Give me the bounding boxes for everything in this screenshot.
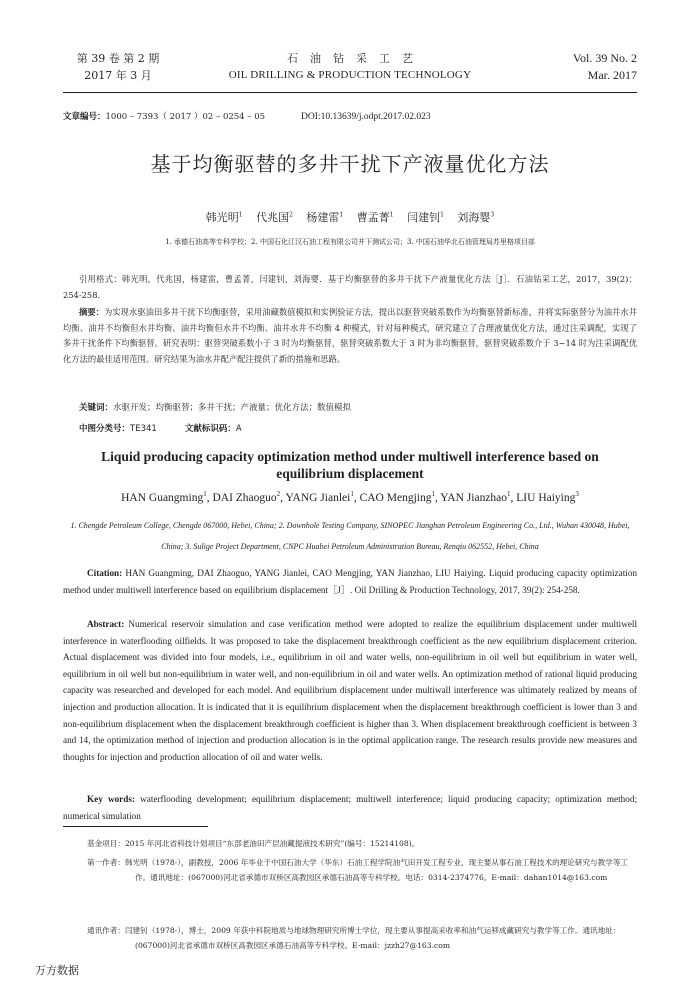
title-en: Liquid producing capacity optimization method under multiwell interference based on equilibrium displacement: [101, 449, 599, 481]
header-issue-cn: [63, 50, 173, 84]
author-cn: 韩光明$^1$: [205, 211, 243, 224]
keywords-en-text: waterflooding development; equilibrium displacement; multiwell interference; liquid producing capacity; optimization method; numerical simulation: [63, 794, 638, 821]
keywords-cn: [79, 401, 351, 413]
keywords-cn-label: 关键词：: [79, 403, 114, 413]
footnote-first-author: [87, 855, 637, 885]
citation-cn: [63, 272, 637, 303]
author-en: HAN Guangming$^1$: [121, 490, 207, 504]
corresponding-author-label: 通讯作者：: [87, 926, 125, 935]
affiliations-cn: 1. 承德石油高等专科学校；2. 中国石化江汉石油工程有限公司井下测试公司；3. 中国石油华北石油管理局苏里格项目部: [165, 238, 535, 246]
keywords-cn-text: 水驱开发；均衡驱替；多井干扰；产液量；优化方法；数值模拟: [113, 403, 352, 413]
citation-en-text: HAN Guangming, DAI Zhaoguo, YANG Jianlei, CAO Mengjing, YAN Jianzhao, LIU Haiying. Liquid producing capacity optimization method under multiwell interference based on equilibrium displacement［J］. Oil Drilling & Production Technology, 2017, 39(2): 254-258.: [63, 568, 638, 595]
journal-char: 钻: [333, 52, 344, 65]
author-en: CAO Mengjing$^1$: [359, 490, 435, 504]
abstract-cn-label: 摘要：: [79, 307, 104, 317]
author-cn: 杨建雷$^1$: [306, 211, 344, 224]
header-rule: [63, 92, 637, 93]
citation-en-label: Citation:: [87, 568, 123, 578]
abstract-en: [63, 616, 637, 765]
author-cn: 闫建钊$^1$: [407, 211, 444, 224]
citation-cn-text: 韩光明，代兆国，杨建雷，曹孟菁，闫建钊，刘海婴．基于均衡驱替的多井干扰下产液量优化方法［J］．石油钻采工艺，2017，39(2)：254-258.: [63, 274, 637, 300]
corresponding-author-text: 闫建钊（1978-），博士，2009 年获中科院地质与地球物理研究所博士学位，现主要从事提高采收率和油气运移成藏研究与教学等工作。通讯地址：(067000)河北省承德市双桥区高教园区承德石油高等专科学校。E-mail：jzzh27@163.com: [124, 926, 621, 950]
author-en: YAN Jianzhao$^1$: [440, 490, 511, 504]
citation-en: [63, 565, 637, 598]
first-author-text: 韩光明（1978-），副教授，2006 年毕业于中国石油大学（华东）石油工程学院油气田开发工程专业，现主要从事石油工程技术的理论研究与教学等工作。通讯地址：(067000)河北省承德市双桥区高教园区承德石油高等专科学校。电话：0314-2374776。E-mail：dahan1014@163.com: [124, 858, 629, 882]
footnote-rule: [63, 826, 208, 827]
doi-link[interactable]: DOI:10.13639/j.odpt.2017.02.023: [301, 112, 431, 122]
article-info: [63, 110, 431, 122]
fund-text: 2015 年河北省科技计划项目“东部老油田产层油藏提液技术研究”(编号：15214108)。: [124, 839, 420, 848]
citation-cn-label: 引用格式：: [79, 274, 122, 284]
keywords-en-label: Key words:: [87, 794, 136, 804]
journal-char: 艺: [402, 52, 413, 65]
authors-cn: [63, 209, 637, 225]
classification-cn: [79, 422, 242, 434]
running-header: [63, 50, 637, 90]
fund-label: 基金项目：: [87, 839, 125, 848]
header-volume-cn: 第 39 卷 第 2 期: [76, 52, 160, 65]
author-en: YANG Jianlei$^1$: [285, 490, 354, 504]
abstract-cn: [63, 305, 637, 367]
header-journal-cn: [213, 50, 487, 67]
wanfang-watermark: 万方数据: [35, 964, 79, 977]
abstract-cn-text: 为实现水驱油田多井干扰下均衡驱替，采用油藏数值模拟和实例验证方法，提出以驱替突破系数作为均衡驱替新标准，并将实际驱替分为油井水井均衡、油井不均衡但水井均衡、油井均衡但水井不均衡、油井水井不均衡 4 种模式，针对每种模式，研究建立了合理液量优化方法，通过注采调配，实现了多井干扰条件下均衡驱替。研究表明：驱替突破系数小于 3 时为均衡驱替，驱替突破系数大于 3 时为非均衡驱替，驱替突破系数介于 3~14 时为注采调配优化方法的最佳适用范围。研究结果为油水井配产配注提供了新的措施和思路。: [63, 307, 637, 364]
header-journal-en: OIL DRILLING & PRODUCTION TECHNOLOGY: [228, 69, 472, 81]
header-date-cn: 2017 年 3 月: [84, 69, 152, 82]
article-number: 1000 – 7393（ 2017 ）02 – 0254 – 05: [105, 112, 266, 122]
header-issue-en: [573, 50, 637, 84]
header-date-en: Mar. 2017: [587, 68, 637, 82]
journal-char: 采: [356, 52, 367, 65]
affiliations-en: 1. Chengde Petroleum College, Chengde 067000, Hebei, China; 2. Downhole Testing Company, SINOPEC Jianghan Petroleum Engineering Co., Ltd., Wuhan 430048, Hubei, China; 3. Sulige Project Department, CNPC Huabei Petroleum Administration Bureau, Renqiu 062552, Hebei, China: [70, 521, 630, 551]
journal-char: 油: [310, 52, 321, 65]
journal-char: 石: [287, 52, 298, 65]
author-cn: 曹孟菁$^1$: [356, 211, 394, 224]
abstract-en-label: Abstract:: [87, 619, 125, 629]
header-volume-en: Vol. 39 No. 2: [572, 51, 637, 65]
author-cn: 代兆国$^2$: [256, 211, 293, 224]
author-cn: 刘海婴$^3$: [457, 211, 495, 224]
footnote-corresponding-author: [87, 923, 637, 953]
abstract-en-text: Numerical reservoir simulation and case verification method were adopted to realize the equilibrium displacement under multiwell interference in waterflooding oilfields. It was proposed to take the displacement breakthrough coefficient as the new equilibrium displacement criterion. Actual displacement was divided into four models, i.e., equilibrium in oil and water wells, non-equilibrium in oil well but equilibrium in water well, equilibrium in oil well but non-equilibrium in water well, and non-equilibrium in oil and water wells. An optimization method of rational liquid producing capacity was researched and developed for each model. And equilibrium displacement under multiwall interference was ultimately realized by means of injection and production allocation. It is indicated that it is equilibrium displacement when the displacement breakthrough coefficient is lower than 3 and non-equilibrium displacement when the displacement breakthrough coefficient is higher than 3. When displacement breakthrough coefficient is between 3 and 14, the optimization method of injection and production allocation is in the optimal application range. The research results provide new measures and thoughts for injection and production allocation of oil and water wells.: [63, 619, 638, 762]
article-number-label: 文章编号：: [63, 112, 106, 122]
doc-code: A: [235, 424, 242, 434]
authors-en: HAN Guangming$^1$, DAI Zhaoguo$^2$, YANG Jianlei$^1$, CAO Mengjing$^1$, YAN Jianzhao$^1$, LIU Haiying$^3$: [121, 490, 579, 504]
author-en: LIU Haiying$^3$: [516, 490, 579, 504]
clc-label: 中图分类号：: [79, 424, 131, 434]
keywords-en: [63, 791, 637, 824]
header-journal: [213, 50, 487, 84]
doc-code-label: 文献标识码：: [184, 424, 236, 434]
clc-code: TE341: [130, 424, 157, 434]
author-en: DAI Zhaoguo$^2$: [212, 490, 281, 504]
first-author-label: 第一作者：: [87, 858, 125, 867]
journal-char: 工: [379, 52, 390, 65]
title-cn: 基于均衡驱替的多井干扰下产液量优化方法: [150, 152, 550, 176]
footnote-fund: [87, 836, 637, 851]
